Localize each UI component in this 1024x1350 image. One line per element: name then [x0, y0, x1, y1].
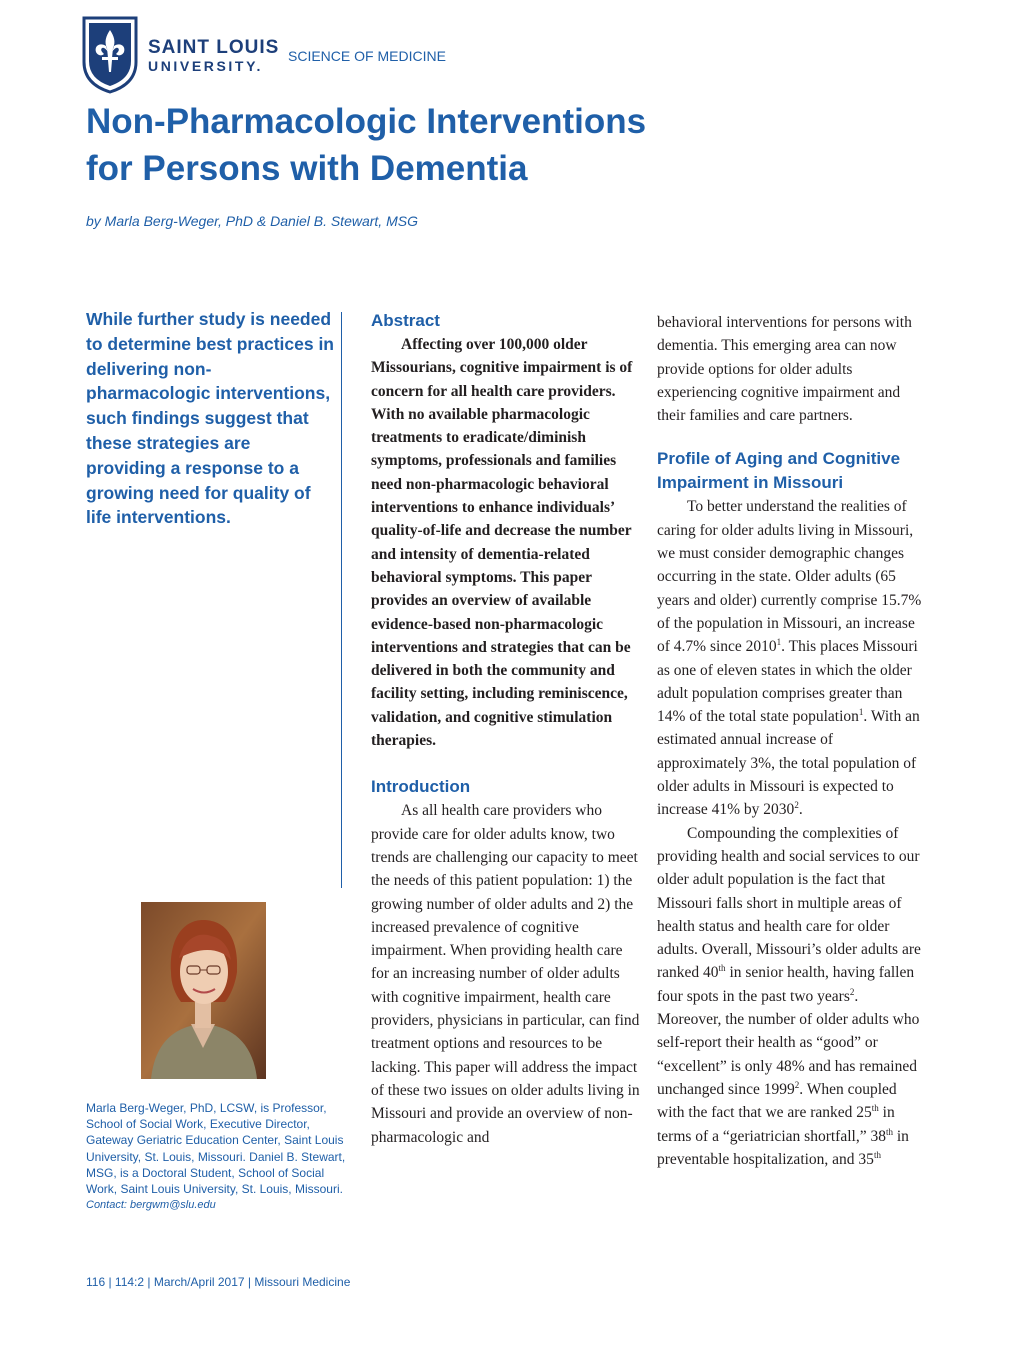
- text-run: . When coupled with the fact that we are ranked 25: [657, 1080, 897, 1122]
- introduction-text: As all health care providers who provide care for older adults know, two trends are challenging our capacity to meet the needs of this patient population: 1) the growing number of older adults and 2) the increased prevalence of cognitive impairment. When providing health care for an increasing number of older adults with cognitive impairment, health care providers, physicians in particular, can find treatment options and resources to be lacking. This paper will address the impact of these two issues on older adults living in Missouri and provide an overview of non-pharmacologic and: [371, 802, 640, 1146]
- title-line-2: for Persons with Dementia: [86, 149, 528, 188]
- text-run: in preventable hospitalization, and 35: [657, 1127, 909, 1168]
- text-run: . Moreover, the number of older adults who self-report their health as “good” or “excellent” is only 48% and has remained unchanged since 1999: [657, 987, 920, 1098]
- university-shield-logo: [82, 16, 138, 94]
- introduction-heading: Introduction: [371, 777, 471, 797]
- abstract-heading: Abstract: [371, 311, 440, 330]
- citation-ref: 2: [794, 800, 799, 811]
- text-run: . This places Missouri as one of eleven states in which the older adult population comprises greater than 14% of the total state population: [657, 638, 918, 726]
- citation-ref: 1: [858, 707, 864, 717]
- text-run: Compounding the complexities of providing health and social services to our older adult population is the fact that Missouri falls short in multiple areas of health status and health care for older adults. Overall, Missouri’s older adults are ranked 40: [657, 824, 921, 982]
- abstract-text: Affecting over 100,000 older Missourians, cognitive impairment is of concern for all health care providers. With no available pharmacologic treatments to eradicate/diminish symptoms, professionals and families need non-pharmacologic behavioral interventions to enhance individuals’ quality-of-life and decrease the number and intensity of dementia-related behavioral symptoms. This paper provides an overview of available evidence-based non-pharmacologic interventions and strategies that can be delivered in both the community and facility setting, including reminiscence, validation, and cognitive stimulation therapies.: [371, 336, 633, 750]
- logo-line-1: SAINT LOUIS: [148, 37, 280, 58]
- profile-heading-line-1: Profile of Aging and Cognitive: [657, 449, 901, 469]
- profile-paragraph-1: [657, 495, 922, 821]
- citation-ref: 2: [849, 986, 855, 997]
- article-title: [86, 98, 786, 192]
- logo-line-2: UNIVERSITY.: [148, 58, 263, 74]
- pull-quote: While further study is needed to determine best practices in delivering non-pharmacologic interventions, such findings suggest that these strategies are providing a response to a growing need for quality of life interventions.: [86, 309, 334, 528]
- citation-ref: 2: [794, 1079, 800, 1090]
- text-run: in senior health, having fallen four spots in the past two years: [657, 964, 915, 1005]
- byline: by Marla Berg-Weger, PhD & Daniel B. Stewart, MSG: [86, 213, 418, 229]
- author-photo: [141, 902, 266, 1079]
- column-2: [371, 309, 641, 1149]
- column-divider: [341, 312, 342, 888]
- ordinal-suffix: th: [885, 1126, 893, 1137]
- column-3: [657, 311, 922, 1171]
- text-run: To better understand the realities of caring for older adults living in Missouri, we must consider demographic changes occurring in the state. Older adults (65 years and older) currently comprise 15.7% of the population in Missouri, an increase of 4.7% since 2010: [657, 498, 922, 656]
- citation-ref: 1: [776, 637, 782, 648]
- ordinal-suffix: th: [718, 963, 726, 974]
- profile-paragraph-2: [657, 822, 922, 1171]
- author-bio-text: Marla Berg-Weger, PhD, LCSW, is Professor, School of Social Work, Executive Director, Gateway Geriatric Education Center, Saint Louis University, St. Louis, Missouri. Daniel B. Stewart, MSG, is a Doctoral Student, School of Social Work, Saint Louis University, St. Louis, Missouri.: [86, 1101, 346, 1197]
- university-wordmark: [148, 38, 288, 74]
- author-contact: Contact: bergwm@slu.edu: [86, 1199, 216, 1212]
- profile-heading-line-2: Impairment in Missouri: [657, 473, 844, 493]
- intro-continuation-text: behavioral interventions for persons with dementia. This emerging area can now provide options for older adults experiencing cognitive impairment and their families and care partners.: [657, 314, 912, 425]
- author-bio: [86, 1100, 348, 1213]
- profile-heading: [657, 447, 922, 495]
- text-run: . With an estimated annual increase of approximately 3%, the total population of older adults in Missouri is expected to increase 41% by 2030: [657, 708, 920, 819]
- page-footer: 116 | 114:2 | March/April 2017 | Missouri Medicine: [86, 1275, 351, 1289]
- section-label: SCIENCE OF MEDICINE: [288, 48, 446, 64]
- text-run: .: [798, 801, 803, 819]
- ordinal-suffix: th: [873, 1149, 881, 1160]
- title-line-1: Non-Pharmacologic Interventions: [86, 102, 647, 141]
- text-run: in terms of a “geriatrician shortfall,” 38: [657, 1104, 895, 1145]
- ordinal-suffix: th: [871, 1103, 879, 1114]
